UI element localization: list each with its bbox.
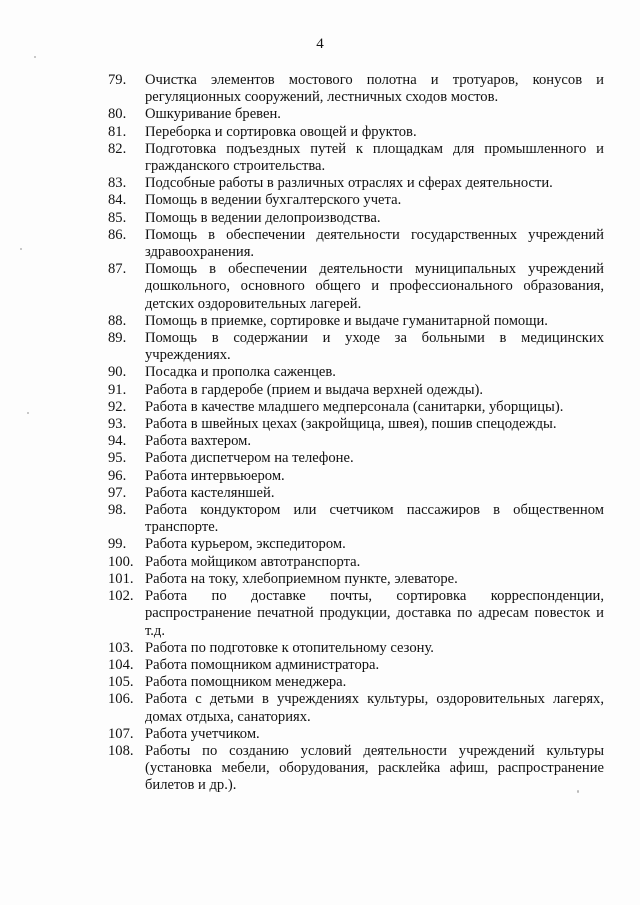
list-item xyxy=(108,227,604,261)
list-item-text: Работа кастеляншей. xyxy=(145,484,275,501)
list-item-number: 95. xyxy=(108,450,127,467)
list-item-number: 92. xyxy=(108,398,127,415)
list-item-number: 93. xyxy=(108,416,127,433)
list-item-number: 94. xyxy=(108,433,127,450)
list-item xyxy=(108,502,604,536)
list-item-number: 85. xyxy=(108,209,127,226)
list-item-number: 102. xyxy=(108,588,134,605)
list-item-text: Работа диспетчером на телефоне. xyxy=(145,450,354,467)
list-item-text: Переборка и сортировка овощей и фруктов. xyxy=(145,123,417,140)
list-item-number: 91. xyxy=(108,381,127,398)
list-item xyxy=(108,416,604,433)
list-item xyxy=(108,106,604,123)
list-item xyxy=(108,536,604,553)
list-item-text: Работа мойщиком автотранспорта. xyxy=(145,553,361,570)
list-item xyxy=(108,640,604,657)
list-item-number: 106. xyxy=(108,691,134,708)
list-item xyxy=(108,313,604,330)
list-item xyxy=(108,261,604,313)
list-item-text: Подсобные работы в различных отраслях и сферах деятельности. xyxy=(145,175,553,192)
list-item-number: 98. xyxy=(108,502,127,519)
list-item xyxy=(108,141,604,175)
list-item-text: Работа по подготовке к отопительному сезону. xyxy=(145,639,434,656)
list-item-number: 87. xyxy=(108,261,127,278)
list-item-number: 88. xyxy=(108,312,127,329)
list-item-text: Работа курьером, экспедитором. xyxy=(145,536,346,553)
list-item-number: 103. xyxy=(108,639,134,656)
list-item-text: Посадка и прополка саженцев. xyxy=(145,364,336,381)
list-item-text: Работы по созданию условий деятельности учреждений культуры (установка мебели, оборудования, расклейка афиш, распространение билетов и др.). xyxy=(145,742,604,794)
list-item xyxy=(108,726,604,743)
list-item-number: 107. xyxy=(108,725,134,742)
list-item xyxy=(108,468,604,485)
list-item-text: Работа помощником менеджера. xyxy=(145,674,347,691)
list-item xyxy=(108,674,604,691)
list-item-number: 84. xyxy=(108,192,127,209)
list-item-number: 108. xyxy=(108,742,134,759)
list-item-text: Ошкуривание бревен. xyxy=(145,106,281,123)
list-item-number: 86. xyxy=(108,226,127,243)
scan-speck xyxy=(20,248,22,250)
list-item xyxy=(108,571,604,588)
list-item-text: Подготовка подъездных путей к площадкам для промышленного и гражданского строительства. xyxy=(145,140,604,175)
list-item-text: Работа по доставке почты, сортировка корреспонденции, распространение печатной продукции, доставка по адресам повесток и т.д. xyxy=(145,588,604,639)
list-item xyxy=(108,330,604,364)
list-item-text: Работа в швейных цехах (закройщица, швея), пошив спецодежды. xyxy=(145,416,557,433)
list-item-text: Помощь в обеспечении деятельности муниципальных учреждений дошкольного, основного общего и профессионального образования, детских оздоровительных лагерей. xyxy=(145,261,604,312)
list-item-text: Помощь в приемке, сортировке и выдаче гуманитарной помощи. xyxy=(145,312,548,329)
list-item-number: 79. xyxy=(108,72,127,88)
list-item xyxy=(108,364,604,381)
page-number: 4 xyxy=(316,36,324,52)
list-item xyxy=(108,382,604,399)
list-item-number: 101. xyxy=(108,570,134,587)
list-item xyxy=(108,691,604,725)
list-item-number: 105. xyxy=(108,674,134,691)
list-item xyxy=(108,657,604,674)
list-item-text: Помощь в ведении бухгалтерского учета. xyxy=(145,192,402,209)
list-item-number: 80. xyxy=(108,106,127,123)
list-item-number: 99. xyxy=(108,536,127,553)
list-item xyxy=(108,588,604,640)
list-item xyxy=(108,450,604,467)
list-item-text: Работа на току, хлебоприемном пункте, элеваторе. xyxy=(145,570,458,587)
list-item-number: 90. xyxy=(108,364,127,381)
list-item-number: 81. xyxy=(108,123,127,140)
list-item-number: 83. xyxy=(108,175,127,192)
list-item xyxy=(108,192,604,209)
list-item-number: 100. xyxy=(108,553,134,570)
list-item xyxy=(108,743,604,795)
list-item-text: Помощь в содержании и уходе за больными в медицинских учреждениях. xyxy=(145,330,604,364)
list-item-text: Помощь в ведении делопроизводства. xyxy=(145,209,381,226)
scan-speck xyxy=(27,412,29,414)
list-item-text: Помощь в обеспечении деятельности государственных учреждений здравоохранения. xyxy=(145,226,604,261)
list-item-text: Работа вахтером. xyxy=(145,433,251,450)
list-item xyxy=(108,433,604,450)
list-item-number: 97. xyxy=(108,484,127,501)
list-item-text: Работа в качестве младшего медперсонала (санитарки, уборщицы). xyxy=(145,398,564,415)
list-item-number: 104. xyxy=(108,656,134,673)
list-item-text: Работа кондуктором или счетчиком пассажиров в общественном транспорте. xyxy=(145,502,604,536)
list-item xyxy=(108,210,604,227)
list-item xyxy=(108,485,604,502)
list-item xyxy=(108,72,604,106)
list-item-number: 82. xyxy=(108,140,127,157)
list-item-text: Работа с детьми в учреждениях культуры, оздоровительных лагерях, домах отдыха, санаториях. xyxy=(145,691,604,725)
list-item xyxy=(108,399,604,416)
list-item-text: Работа помощником администратора. xyxy=(145,656,380,673)
list-item-text: Очистка элементов мостового полотна и тротуаров, конусов и регуляционных сооружений, лестничных сходов мостов. xyxy=(145,72,604,106)
list-item-text: Работа учетчиком. xyxy=(145,725,260,742)
list-item xyxy=(108,175,604,192)
list-item-number: 96. xyxy=(108,467,127,484)
list-item-number: 89. xyxy=(108,330,127,347)
scan-speck xyxy=(577,790,579,793)
list-item-text: Работа в гардеробе (прием и выдача верхней одежды). xyxy=(145,381,484,398)
list-item xyxy=(108,554,604,571)
list-item-text: Работа интервьюером. xyxy=(145,467,285,484)
work-types-list xyxy=(108,72,604,795)
list-item xyxy=(108,124,604,141)
scan-speck xyxy=(34,56,36,58)
